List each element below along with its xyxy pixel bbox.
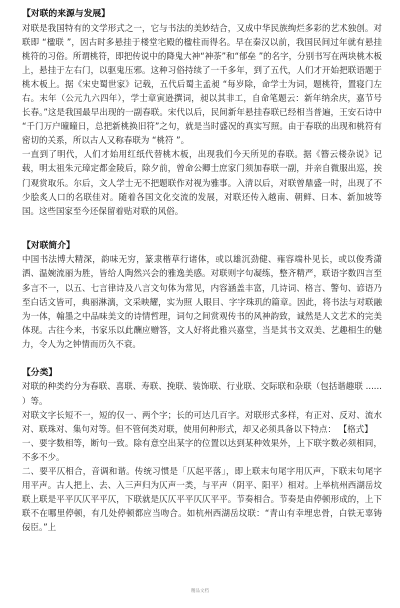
section-heading: 【对联简介】 [22, 240, 75, 251]
paragraph: 二、要平仄相合，音调和谐。传统习惯是「仄起平落」，即上联末句尾字用仄声，下联末句尾字用平声。古人把上、去、入三声归为仄声一类，与平声（阴平、阳平）相对。上举杭州西湖岳坟联上联是平平仄仄平平仄，下联就是仄仄平平仄仄平平。节奏相合。节奏是由停顿形成的，上下联不在哪里停顿，有几处停顿都应当吻合。如杭州西湖岳坟联：“青山有幸埋忠骨，白铁无辜铸佞臣。”上 [22, 466, 382, 533]
paragraph: 中国书法博大精深，韵味无穷，篆隶楷草行诸体，或以雄沉劲健、雍容端朴见长，或以俊秀潇洒、温婉流丽为胜，皆给人陶然兴会的雅逸美感。对联则字句凝练，整齐精严，联语字数四言至多言不一，以五、七言律诗及八言文句体为常见，内容涵盖丰富，几诗词、格言、警句、谚语乃至白话文皆可，典丽淋漓，文采映耀，实为照 人眼目、字字珠玑的篇章。因此，将书法与对联融为一体，翰墨之中品味美文的诗情哲理，词句之间赏观传书的风神韵致，诚然是人文艺术的完美体现。古往今来，书家乐以此酬应赠答，文人好将此雅兴嘉堂，当是其书文双美、艺趣相生的魅力，令人为之钟情而历久不衰。 [22, 254, 382, 349]
section-heading: 【对联的来源与发展】 [22, 9, 110, 19]
document-page [22, 8, 382, 535]
section-spacer [22, 218, 382, 240]
paragraph: 对联是我国特有的文学形式之一，它与书法的美妙结合，又成中华民族绚烂多彩的艺术独创。对联即 “楹联 ”，因古时多悬挂于楼堂宅殿的楹柱而得名。早在秦汉以前，我国民间过年就有悬挂桃符的习俗。所谓桃符，即把传说中的降鬼大神“神荼”和“郁垒 ”的名字，分别书写在两块桃木板上，悬挂于左右门，以驱鬼压邪。这种习俗持续了一千多年，到了五代，人们才开始把联语题于桃木板上。据《宋史蜀世家》记载，五代后蜀主孟昶 “每岁除，命学士为词，题桃符，置寝门左右。末年（公元九六四年），学士章寅逊撰词，昶以其非工，自命笔题云：新年纳余庆，嘉节号长春。”这是我国最早出现的一副春联。宋代以后，民间新年悬挂春联已经相当普遍，王安石诗中 “千门万户曈曈日，总把新桃换旧符”之句，就是当时盛况的真实写照。由于春联的出现和桃符有密切的关系，所以古人又称春联为 “桃符 ”。 [22, 22, 382, 146]
paragraph: 一、要字数相等，断句一致。除有意空出某字的位置以达到某种效果外，上下联字数必须相同，不多不少。 [22, 437, 382, 462]
page-footer: 精品文档 [191, 589, 209, 594]
section-heading: 【分类】 [22, 367, 58, 378]
section-spacer [22, 351, 382, 367]
paragraph: 对联的种类约分为春联、喜联、寿联、挽联、装饰联、行业联、交际联和杂联（包括谐趣联 ...... ）等。 [22, 381, 382, 406]
paragraph: 对联文字长短不一，短的仅一、两个字；长的可达几百字。对联形式多样，有正对、反对、流水对、联珠对、集句对等。但不管何类对联，使用何种形式，却又必须具备以下特点： 【格式】 [22, 409, 382, 434]
paragraph: 一直到了明代，人们才始用红纸代替桃木板，出现我们今天所见的春联。据《簪云楼杂说》记载，明太祖朱元璋定都金陵后，除夕前，曾命公卿士庶家门须加春联一副，并亲自微服出巡，挨门观赏取乐。尔后，文人学士无不把题联作对视为雅事。入清以后，对联曾鼎盛一时，出现了不少脍炙人口的名联佳对。随着各国文化交流的发展，对联还传入越南、朝鲜、日本、新加坡等国。这些国家至今还保留着贴对联的风俗。 [22, 149, 382, 216]
